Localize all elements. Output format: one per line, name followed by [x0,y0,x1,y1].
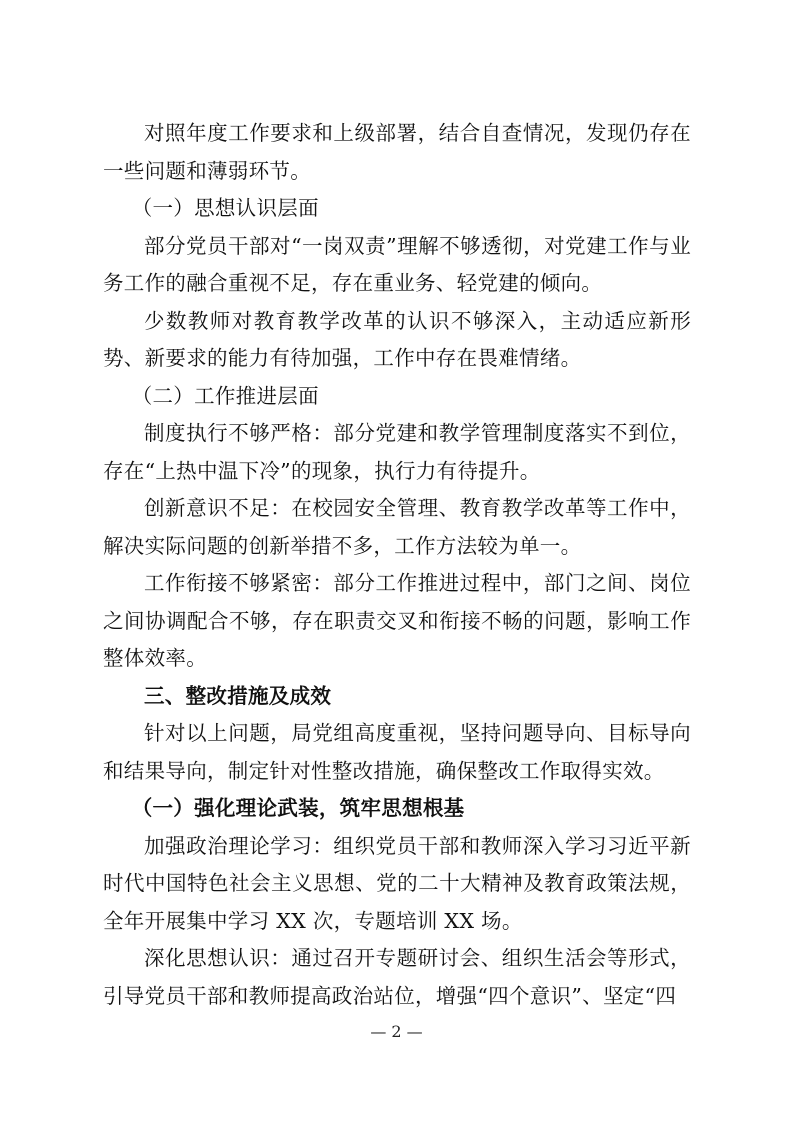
paragraph-measures-intro: 针对以上问题，局党组高度重视，坚持问题导向、目标导向和结果导向，制定针对性整改措施，确保整改工作取得实效。 [103,721,691,783]
subheading-ideological: （一）思想认识层面 [131,196,319,220]
paragraph-cadres: 部分党员干部对“一岗双责”理解不够透彻，对党建工作与业务工作的融合重视不足，存在重业务、轻党建的倾向。 [103,233,691,295]
paragraph-deepen: 深化思想认识：通过召开专题研讨会、组织生活会等形式，引导党员干部和教师提高政治站位，增强“四个意识”、坚定“四 [103,946,691,1008]
paragraph-teachers: 少数教师对教育教学改革的认识不够深入，主动适应新形势、新要求的能力有待加强，工作中存在畏难情绪。 [103,308,691,370]
paragraph-coordination: 工作衔接不够紧密：部分工作推进过程中，部门之间、岗位之间协调配合不够，存在职责交叉和衔接不畅的问题，影响工作整体效率。 [103,571,691,670]
document-body [103,115,691,1015]
section-heading-measures: 三、整改措施及成效 [144,683,332,708]
paragraph-system-execution: 制度执行不够严格：部分党建和教学管理制度落实不到位，存在“上热中温下冷”的现象，执行力有待提升。 [103,421,691,483]
paragraph-innovation: 创新意识不足：在校园安全管理、教育教学改革等工作中，解决实际问题的创新举措不多，工作方法较为单一。 [103,496,691,558]
subheading-work-progress: （二）工作推进层面 [131,383,319,408]
paragraph-study: 加强政治理论学习：组织党员干部和教师深入学习习近平新时代中国特色社会主义思想、党的二十大精神及教育政策法规，全年开展集中学习 XX 次，专题培训 XX 场。 [103,833,691,933]
page-number: — 2 — [370,1022,423,1041]
paragraph-intro: 对照年度工作要求和上级部署，结合自查情况，发现仍存在一些问题和薄弱环节。 [103,121,691,183]
subheading-theory: （一）强化理论武装，筑牢思想根基 [131,796,465,820]
